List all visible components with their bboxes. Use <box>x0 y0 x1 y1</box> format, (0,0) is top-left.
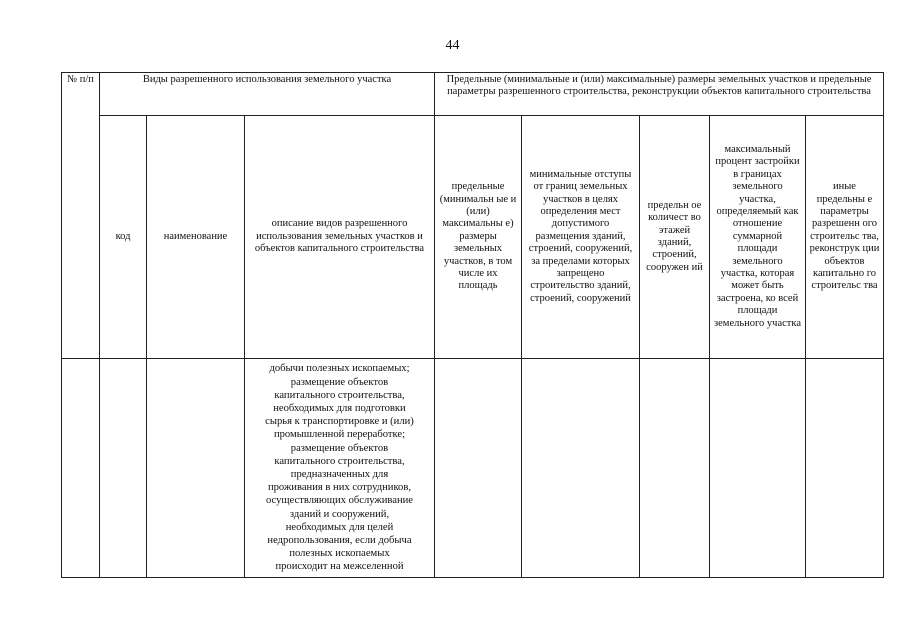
header-max-floors: предельн ое количест во этажей зданий, строений, сооружен ий <box>640 116 710 359</box>
cell-other-params <box>806 359 884 578</box>
description-line: размещение объектов <box>290 442 389 454</box>
header-code: код <box>100 116 147 359</box>
cell-number <box>62 359 100 578</box>
header-group-parameters: Предельные (минимальные и (или) максимальные) размеры земельных участков и предельные параметры разрешенного строительства, реконструкции объектов капитального строительства <box>435 73 884 116</box>
description-line: необходимых для подготовки <box>273 402 406 414</box>
cell-description <box>245 359 435 578</box>
cell-max-coverage <box>710 359 806 578</box>
page-number: 44 <box>445 38 460 53</box>
header-name: наименование <box>147 116 245 359</box>
description-line: капитального строительства, <box>274 455 405 467</box>
header-number: № п/п <box>62 73 100 359</box>
description-line: размещение объектов <box>290 376 389 388</box>
header-max-coverage: максимальный процент застройки в границах земельного участка, определяемый как отношение суммарной площади земельного участка, которая может быть застроена, ко всей площади земельного участка <box>710 116 806 359</box>
description-line: недропользования, если добыча <box>267 535 412 547</box>
description-line: капитального строительства, <box>274 389 405 401</box>
cell-name <box>147 359 245 578</box>
description-line: добычи полезных ископаемых; <box>269 363 410 375</box>
cell-min-offsets <box>522 359 640 578</box>
description-line: полезных ископаемых <box>289 548 390 560</box>
cell-plot-size <box>435 359 522 578</box>
cell-max-floors <box>640 359 710 578</box>
header-group-land-use: Виды разрешенного использования земельного участка <box>100 73 435 116</box>
description-line: промышленной переработке; <box>273 429 406 441</box>
description-line: необходимых для целей <box>285 521 394 533</box>
header-min-offsets: минимальные отступы от границ земельных участков в целях определения мест допустимого размещения зданий, строений, сооружений, за пределами которых запрещено строительство зданий, строений, сооружений <box>522 116 640 359</box>
description-line: происходит на межселенной <box>275 561 404 573</box>
cell-code <box>100 359 147 578</box>
header-other-params: иные предельны е параметры разрешенн ого строительс тва, реконструк ции объектов капитально го строительс тва <box>806 116 884 359</box>
land-use-table <box>61 72 884 578</box>
table-row <box>62 359 884 578</box>
description-line: проживания в них сотрудников, <box>267 482 412 494</box>
description-line: осуществляющих обслуживание <box>265 495 413 507</box>
description-line: предназначенных для <box>290 469 389 480</box>
header-description: описание видов разрешенного использования земельных участков и объектов капитального строительства <box>245 116 435 359</box>
description-line: зданий и сооружений, <box>289 508 390 520</box>
description-line: сырья к транспортировке и (или) <box>265 416 414 428</box>
header-plot-size: предельные (минимальн ые и (или) максимальны е) размеры земельных участков, в том числе их площадь <box>435 116 522 359</box>
